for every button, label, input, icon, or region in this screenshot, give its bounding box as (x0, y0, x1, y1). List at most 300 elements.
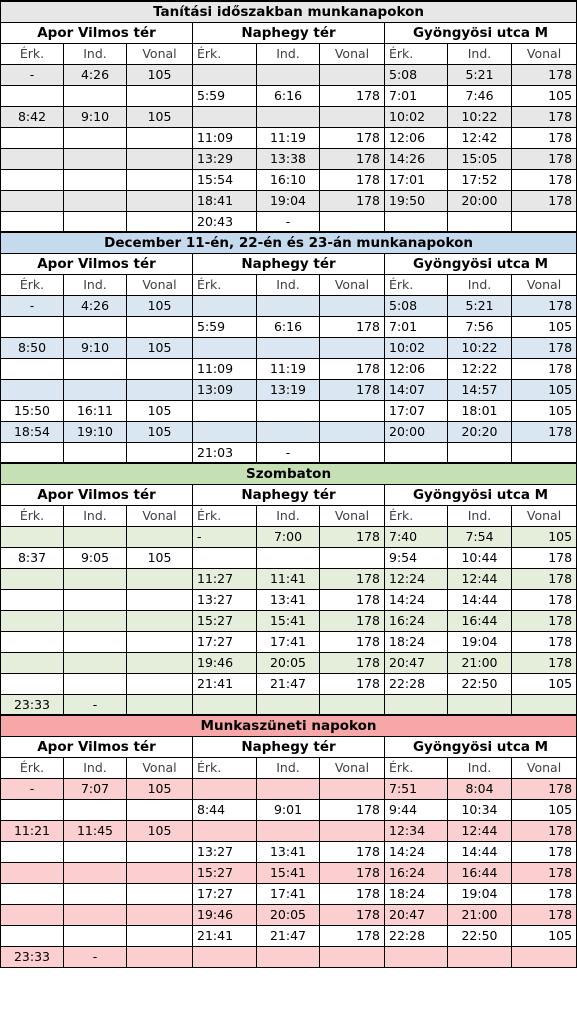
arrival-time (385, 442, 448, 463)
line-number (127, 127, 193, 148)
line-number: 178 (512, 547, 577, 568)
arrival-time: 15:50 (1, 400, 64, 421)
arrival-time (193, 820, 257, 841)
line-number: 178 (320, 316, 385, 337)
departure-time: 17:41 (257, 883, 320, 904)
departure-time: 22:50 (448, 673, 512, 694)
departure-time: 9:10 (64, 337, 127, 358)
arrival-time: 7:51 (385, 778, 448, 799)
stop-name: Naphegy tér (193, 253, 385, 274)
arrival-time (1, 610, 64, 631)
line-number (512, 211, 577, 232)
line-number: 105 (127, 778, 193, 799)
column-header-line: Vonal (320, 43, 385, 64)
departure-time: 12:44 (448, 568, 512, 589)
column-header-arr: Érk. (1, 757, 64, 778)
arrival-time: 8:44 (193, 799, 257, 820)
column-header-dep: Ind. (257, 43, 320, 64)
table-row (1, 925, 577, 946)
line-number: 178 (512, 904, 577, 925)
line-number: 178 (512, 652, 577, 673)
arrival-time: - (1, 778, 64, 799)
arrival-time (193, 694, 257, 715)
table-row (1, 400, 577, 421)
arrival-time (385, 946, 448, 967)
line-number (320, 337, 385, 358)
table-row (1, 526, 577, 547)
departure-time: 7:07 (64, 778, 127, 799)
departure-time: 20:20 (448, 421, 512, 442)
line-number (127, 904, 193, 925)
line-number: 178 (320, 526, 385, 547)
departure-time: 12:22 (448, 358, 512, 379)
stop-name: Gyöngyösi utca M (385, 253, 577, 274)
line-number: 178 (320, 358, 385, 379)
line-number (127, 652, 193, 673)
table-row (1, 610, 577, 631)
line-number: 178 (512, 589, 577, 610)
arrival-time: 13:27 (193, 841, 257, 862)
arrival-time: 16:24 (385, 862, 448, 883)
stop-name: Naphegy tér (193, 736, 385, 757)
departure-time (448, 946, 512, 967)
arrival-time: 15:54 (193, 169, 257, 190)
departure-time (64, 862, 127, 883)
departure-time (257, 946, 320, 967)
arrival-time: 14:24 (385, 589, 448, 610)
departure-time (64, 85, 127, 106)
line-number: 178 (512, 610, 577, 631)
line-number: 178 (512, 631, 577, 652)
line-number (512, 946, 577, 967)
departure-time (64, 673, 127, 694)
column-header-line: Vonal (127, 274, 193, 295)
arrival-time: 10:02 (385, 337, 448, 358)
arrival-time (1, 211, 64, 232)
column-header-row (1, 505, 577, 526)
table-row (1, 589, 577, 610)
line-number: 105 (127, 64, 193, 85)
arrival-time (193, 295, 257, 316)
arrival-time (1, 631, 64, 652)
stop-header-row (1, 253, 577, 274)
column-header-arr: Érk. (193, 757, 257, 778)
table-row (1, 106, 577, 127)
line-number: 178 (320, 85, 385, 106)
line-number (127, 673, 193, 694)
stop-name: Gyöngyösi utca M (385, 484, 577, 505)
arrival-time (1, 379, 64, 400)
table-row (1, 673, 577, 694)
arrival-time: 17:07 (385, 400, 448, 421)
line-number: 178 (320, 190, 385, 211)
arrival-time: 21:41 (193, 673, 257, 694)
arrival-time: 8:50 (1, 337, 64, 358)
table-row (1, 442, 577, 463)
arrival-time (1, 799, 64, 820)
departure-time: 14:44 (448, 589, 512, 610)
departure-time: 9:05 (64, 547, 127, 568)
table-row (1, 883, 577, 904)
line-number (320, 946, 385, 967)
section-title: Tanítási időszakban munkanapokon (1, 1, 577, 22)
stop-header-row (1, 484, 577, 505)
arrival-time: 21:03 (193, 442, 257, 463)
arrival-time (1, 526, 64, 547)
table-row (1, 379, 577, 400)
arrival-time (1, 883, 64, 904)
table-row (1, 337, 577, 358)
column-header-dep: Ind. (448, 274, 512, 295)
arrival-time: 14:24 (385, 841, 448, 862)
line-number (127, 862, 193, 883)
line-number: 178 (512, 127, 577, 148)
departure-time: 10:22 (448, 106, 512, 127)
departure-time: 18:01 (448, 400, 512, 421)
departure-time: 11:19 (257, 127, 320, 148)
line-number: 105 (127, 295, 193, 316)
arrival-time: 8:37 (1, 547, 64, 568)
line-number (127, 526, 193, 547)
column-header-arr: Érk. (1, 43, 64, 64)
column-header-arr: Érk. (193, 505, 257, 526)
column-header-dep: Ind. (257, 757, 320, 778)
line-number: 178 (320, 673, 385, 694)
line-number (320, 295, 385, 316)
column-header-line: Vonal (320, 757, 385, 778)
table-row (1, 820, 577, 841)
line-number: 105 (512, 799, 577, 820)
departure-time: 15:41 (257, 862, 320, 883)
arrival-time: 21:41 (193, 925, 257, 946)
line-number: 105 (512, 526, 577, 547)
stop-name: Gyöngyösi utca M (385, 22, 577, 43)
arrival-time: 11:21 (1, 820, 64, 841)
arrival-time: 11:09 (193, 358, 257, 379)
departure-time (64, 904, 127, 925)
arrival-time (193, 400, 257, 421)
arrival-time (193, 547, 257, 568)
line-number (320, 421, 385, 442)
section-title: Munkaszüneti napokon (1, 715, 577, 736)
departure-time: 9:01 (257, 799, 320, 820)
line-number: 178 (320, 862, 385, 883)
table-row (1, 127, 577, 148)
departure-time (257, 400, 320, 421)
column-header-dep: Ind. (64, 43, 127, 64)
departure-time: 7:56 (448, 316, 512, 337)
departure-time: 21:47 (257, 673, 320, 694)
arrival-time (1, 127, 64, 148)
arrival-time (1, 442, 64, 463)
arrival-time: 11:27 (193, 568, 257, 589)
arrival-time (193, 106, 257, 127)
departure-time: 14:44 (448, 841, 512, 862)
arrival-time: 12:06 (385, 127, 448, 148)
departure-time (257, 64, 320, 85)
line-number: 105 (512, 400, 577, 421)
line-number (127, 883, 193, 904)
arrival-time: 14:26 (385, 148, 448, 169)
arrival-time (1, 925, 64, 946)
departure-time: - (64, 946, 127, 967)
column-header-line: Vonal (512, 274, 577, 295)
column-header-dep: Ind. (448, 505, 512, 526)
departure-time: 11:41 (257, 568, 320, 589)
departure-time (257, 421, 320, 442)
departure-time (64, 652, 127, 673)
arrival-time (1, 85, 64, 106)
line-number: 178 (512, 295, 577, 316)
line-number: 178 (320, 379, 385, 400)
table-row (1, 799, 577, 820)
line-number: 178 (512, 106, 577, 127)
arrival-time: 23:33 (1, 946, 64, 967)
line-number: 178 (512, 883, 577, 904)
line-number (127, 211, 193, 232)
arrival-time (193, 778, 257, 799)
departure-time: 7:46 (448, 85, 512, 106)
departure-time: 16:10 (257, 169, 320, 190)
departure-time: 5:21 (448, 295, 512, 316)
arrival-time (193, 946, 257, 967)
table-row (1, 841, 577, 862)
departure-time: 17:52 (448, 169, 512, 190)
line-number: 178 (320, 148, 385, 169)
line-number: 178 (320, 610, 385, 631)
arrival-time (1, 841, 64, 862)
table-row (1, 85, 577, 106)
line-number: 105 (127, 400, 193, 421)
column-header-arr: Érk. (193, 43, 257, 64)
departure-time: 12:44 (448, 820, 512, 841)
departure-time (257, 337, 320, 358)
departure-time (448, 442, 512, 463)
departure-time (257, 820, 320, 841)
column-header-line: Vonal (127, 43, 193, 64)
departure-time (257, 295, 320, 316)
column-header-dep: Ind. (448, 43, 512, 64)
departure-time: 14:57 (448, 379, 512, 400)
arrival-time: 14:07 (385, 379, 448, 400)
line-number (127, 358, 193, 379)
arrival-time: 19:46 (193, 904, 257, 925)
line-number: 178 (320, 652, 385, 673)
line-number (320, 442, 385, 463)
departure-time: 19:04 (257, 190, 320, 211)
arrival-time: 9:44 (385, 799, 448, 820)
departure-time: 19:04 (448, 883, 512, 904)
departure-time (64, 358, 127, 379)
line-number: 178 (320, 127, 385, 148)
table-row (1, 547, 577, 568)
table-row (1, 946, 577, 967)
line-number: 178 (512, 169, 577, 190)
line-number (127, 148, 193, 169)
departure-time: 13:38 (257, 148, 320, 169)
stop-name: Naphegy tér (193, 484, 385, 505)
line-number: 178 (320, 904, 385, 925)
line-number: 178 (320, 631, 385, 652)
stop-name: Apor Vilmos tér (1, 22, 193, 43)
section-title-row (1, 1, 577, 22)
stop-header-row (1, 22, 577, 43)
line-number (320, 106, 385, 127)
stop-name: Naphegy tér (193, 22, 385, 43)
line-number: 178 (512, 337, 577, 358)
line-number: 178 (512, 64, 577, 85)
departure-time: 22:50 (448, 925, 512, 946)
arrival-time: 12:24 (385, 568, 448, 589)
departure-time: 16:44 (448, 862, 512, 883)
column-header-arr: Érk. (385, 274, 448, 295)
arrival-time (193, 337, 257, 358)
arrival-time: - (1, 64, 64, 85)
departure-time: 19:04 (448, 631, 512, 652)
departure-time: 13:41 (257, 841, 320, 862)
line-number (127, 841, 193, 862)
departure-time (64, 883, 127, 904)
line-number: 178 (512, 820, 577, 841)
departure-time: 11:19 (257, 358, 320, 379)
departure-time: 20:05 (257, 652, 320, 673)
arrival-time: 13:09 (193, 379, 257, 400)
table-row (1, 694, 577, 715)
arrival-time: 15:27 (193, 610, 257, 631)
departure-time (64, 568, 127, 589)
departure-time (64, 631, 127, 652)
departure-time: 13:19 (257, 379, 320, 400)
departure-time (257, 547, 320, 568)
table-row (1, 631, 577, 652)
arrival-time (1, 862, 64, 883)
departure-time: 7:00 (257, 526, 320, 547)
arrival-time: 17:01 (385, 169, 448, 190)
arrival-time (1, 673, 64, 694)
column-header-dep: Ind. (448, 757, 512, 778)
column-header-row (1, 757, 577, 778)
departure-time: 9:10 (64, 106, 127, 127)
arrival-time: 20:00 (385, 421, 448, 442)
line-number: 105 (512, 673, 577, 694)
line-number (127, 169, 193, 190)
arrival-time (1, 589, 64, 610)
stop-header-row (1, 736, 577, 757)
departure-time: 20:00 (448, 190, 512, 211)
line-number (127, 589, 193, 610)
line-number: 105 (512, 316, 577, 337)
column-header-line: Vonal (512, 505, 577, 526)
departure-time: 4:26 (64, 64, 127, 85)
section-title: December 11-én, 22-én és 23-án munkanapokon (1, 232, 577, 253)
column-header-dep: Ind. (64, 274, 127, 295)
departure-time (257, 106, 320, 127)
arrival-time: 17:27 (193, 631, 257, 652)
column-header-dep: Ind. (64, 757, 127, 778)
departure-time (64, 211, 127, 232)
line-number: 105 (127, 547, 193, 568)
arrival-time: 15:27 (193, 862, 257, 883)
arrival-time (1, 358, 64, 379)
departure-time (64, 379, 127, 400)
line-number (320, 694, 385, 715)
departure-time: 8:04 (448, 778, 512, 799)
stop-name: Apor Vilmos tér (1, 253, 193, 274)
section-title-row (1, 463, 577, 484)
line-number (127, 316, 193, 337)
column-header-arr: Érk. (1, 505, 64, 526)
line-number: 105 (127, 820, 193, 841)
arrival-time: 18:24 (385, 883, 448, 904)
arrival-time: 5:59 (193, 316, 257, 337)
arrival-time (1, 190, 64, 211)
departure-time: 5:21 (448, 64, 512, 85)
departure-time: 13:41 (257, 589, 320, 610)
stop-name: Apor Vilmos tér (1, 484, 193, 505)
table-row (1, 568, 577, 589)
line-number: 178 (512, 148, 577, 169)
line-number: 105 (127, 106, 193, 127)
table-row (1, 904, 577, 925)
arrival-time (1, 652, 64, 673)
table-row (1, 421, 577, 442)
departure-time: - (257, 442, 320, 463)
arrival-time: 5:59 (193, 85, 257, 106)
arrival-time: 12:34 (385, 820, 448, 841)
arrival-time: 10:02 (385, 106, 448, 127)
line-number: 178 (512, 841, 577, 862)
arrival-time: - (1, 295, 64, 316)
line-number (127, 379, 193, 400)
stop-name: Gyöngyösi utca M (385, 736, 577, 757)
line-number: 178 (320, 883, 385, 904)
arrival-time: 7:40 (385, 526, 448, 547)
section-title-row (1, 232, 577, 253)
column-header-arr: Érk. (1, 274, 64, 295)
departure-time: 7:54 (448, 526, 512, 547)
arrival-time: 17:27 (193, 883, 257, 904)
arrival-time: 13:29 (193, 148, 257, 169)
arrival-time: 7:01 (385, 85, 448, 106)
arrival-time (1, 148, 64, 169)
arrival-time (1, 568, 64, 589)
line-number (127, 694, 193, 715)
arrival-time: 16:24 (385, 610, 448, 631)
departure-time: 11:45 (64, 820, 127, 841)
table-row (1, 862, 577, 883)
arrival-time: 5:08 (385, 64, 448, 85)
departure-time (257, 694, 320, 715)
line-number (512, 694, 577, 715)
column-header-row (1, 43, 577, 64)
column-header-arr: Érk. (385, 757, 448, 778)
column-header-dep: Ind. (257, 505, 320, 526)
departure-time (64, 316, 127, 337)
arrival-time (385, 694, 448, 715)
departure-time (64, 610, 127, 631)
table-row (1, 211, 577, 232)
column-header-line: Vonal (127, 757, 193, 778)
line-number: 178 (320, 169, 385, 190)
line-number: 178 (512, 190, 577, 211)
line-number (127, 946, 193, 967)
line-number: 178 (512, 358, 577, 379)
departure-time: 10:44 (448, 547, 512, 568)
arrival-time: 22:28 (385, 673, 448, 694)
departure-time (257, 778, 320, 799)
arrival-time: 11:09 (193, 127, 257, 148)
departure-time: 21:00 (448, 904, 512, 925)
